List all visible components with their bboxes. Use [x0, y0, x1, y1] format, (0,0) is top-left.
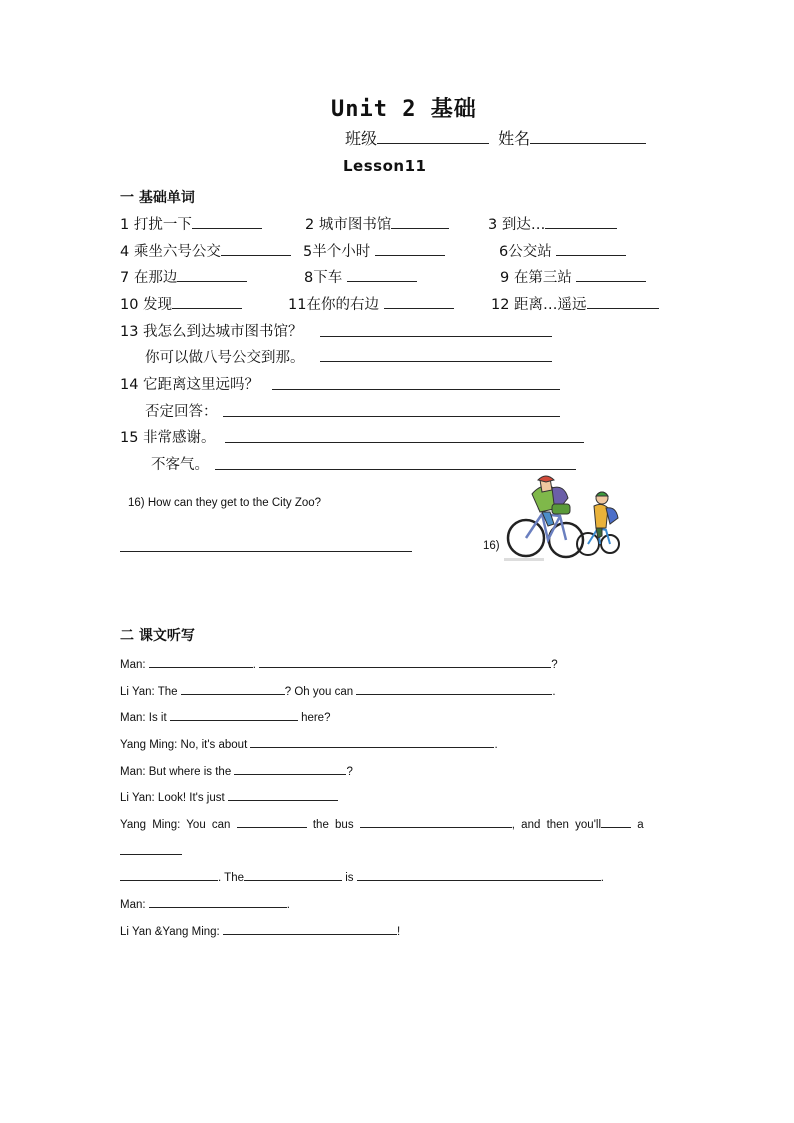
dictation-line[interactable]	[120, 854, 182, 855]
dictation-blank[interactable]	[357, 867, 601, 881]
section-2-heading: 二 课文听写	[120, 628, 195, 644]
dictation-blank[interactable]	[250, 734, 494, 748]
question-16-label: 16)	[483, 540, 500, 552]
answer-blank[interactable]	[587, 295, 659, 309]
dictation-blank[interactable]	[244, 867, 342, 881]
dialogue-line: . The is .	[120, 867, 604, 884]
vocab-item: 9 在第三站	[500, 266, 646, 287]
answer-line[interactable]	[215, 469, 576, 470]
dialogue-line: Yang Ming: No, it's about .	[120, 734, 498, 751]
dialogue-line: Li Yan &Yang Ming: !	[120, 921, 400, 938]
answer-blank[interactable]	[221, 242, 291, 256]
dictation-blank[interactable]	[181, 681, 285, 695]
answer-blank[interactable]	[391, 215, 449, 229]
dictation-blank[interactable]	[237, 814, 307, 828]
vocab-item: 5半个小时	[303, 240, 445, 261]
vocab-item: 10 发现	[120, 293, 242, 314]
answer-line[interactable]	[320, 336, 552, 337]
question-14-answer: 否定回答：	[145, 404, 218, 420]
dictation-blank[interactable]	[223, 921, 397, 935]
vocab-item: 6公交站	[499, 240, 626, 261]
name-field[interactable]	[530, 130, 646, 144]
answer-blank[interactable]	[347, 268, 417, 282]
dictation-blank[interactable]	[360, 814, 512, 828]
vocab-item: 8下车	[304, 266, 417, 287]
answer-blank[interactable]	[192, 215, 262, 229]
lesson-label: Lesson11	[343, 157, 427, 175]
dialogue-line: Man: . ?	[120, 654, 558, 671]
answer-blank[interactable]	[556, 242, 626, 256]
dialogue-line: Man: But where is the ?	[120, 761, 353, 778]
vocab-item: 12 距离…遥远	[491, 293, 659, 314]
dictation-blank[interactable]	[356, 681, 552, 695]
answer-line[interactable]	[223, 416, 560, 417]
answer-line[interactable]	[272, 389, 560, 390]
answer-blank[interactable]	[177, 268, 247, 282]
dictation-blank[interactable]	[149, 654, 253, 668]
question-13: 13 我怎么到达城市图书馆？	[120, 324, 303, 340]
dictation-blank[interactable]	[601, 814, 631, 828]
answer-line[interactable]	[225, 442, 584, 443]
name-label: 姓名	[498, 129, 531, 148]
class-name-row	[345, 126, 646, 149]
dictation-blank[interactable]	[170, 707, 298, 721]
vocab-item: 4 乘坐六号公交	[120, 240, 291, 261]
answer-blank[interactable]	[384, 295, 454, 309]
question-15: 15 非常感谢。	[120, 430, 216, 446]
page-title: Unit 2 基础	[331, 97, 477, 122]
dictation-blank[interactable]	[228, 787, 338, 801]
vocab-item: 2 城市图书馆	[305, 213, 449, 234]
dialogue-line: Man: .	[120, 894, 290, 911]
answer-line[interactable]	[320, 361, 552, 362]
vocab-item: 3 到达…	[488, 213, 617, 234]
section-1-heading: 一 基础单词	[120, 190, 195, 206]
dictation-blank[interactable]	[149, 894, 287, 908]
answer-blank[interactable]	[172, 295, 242, 309]
question-13-answer: 你可以做八号公交到那。	[145, 350, 305, 366]
class-field[interactable]	[377, 130, 489, 144]
dictation-blank[interactable]	[120, 867, 218, 881]
question-16: 16) How can they get to the City Zoo?	[128, 497, 322, 509]
dialogue-line: Li Yan: Look! It's just	[120, 787, 338, 804]
answer-blank[interactable]	[545, 215, 617, 229]
dictation-blank[interactable]	[234, 761, 346, 775]
dictation-blank[interactable]	[259, 654, 551, 668]
answer-line[interactable]	[120, 551, 412, 552]
vocab-item: 7 在那边	[120, 266, 247, 287]
question-15-answer: 不客气。	[151, 457, 209, 473]
answer-blank[interactable]	[576, 268, 646, 282]
vocab-item: 1 打扰一下	[120, 213, 262, 234]
question-14: 14 它距离这里远吗？	[120, 377, 260, 393]
dialogue-line: Li Yan: The ? Oh you can .	[120, 681, 556, 698]
vocab-item: 11在你的右边	[288, 293, 454, 314]
cyclists-illustration	[502, 474, 620, 562]
class-label: 班级	[345, 129, 378, 148]
dialogue-line: Yang Ming: You can the bus , and then you'll a	[120, 814, 644, 831]
answer-blank[interactable]	[375, 242, 445, 256]
dialogue-line: Man: Is it here?	[120, 707, 330, 724]
